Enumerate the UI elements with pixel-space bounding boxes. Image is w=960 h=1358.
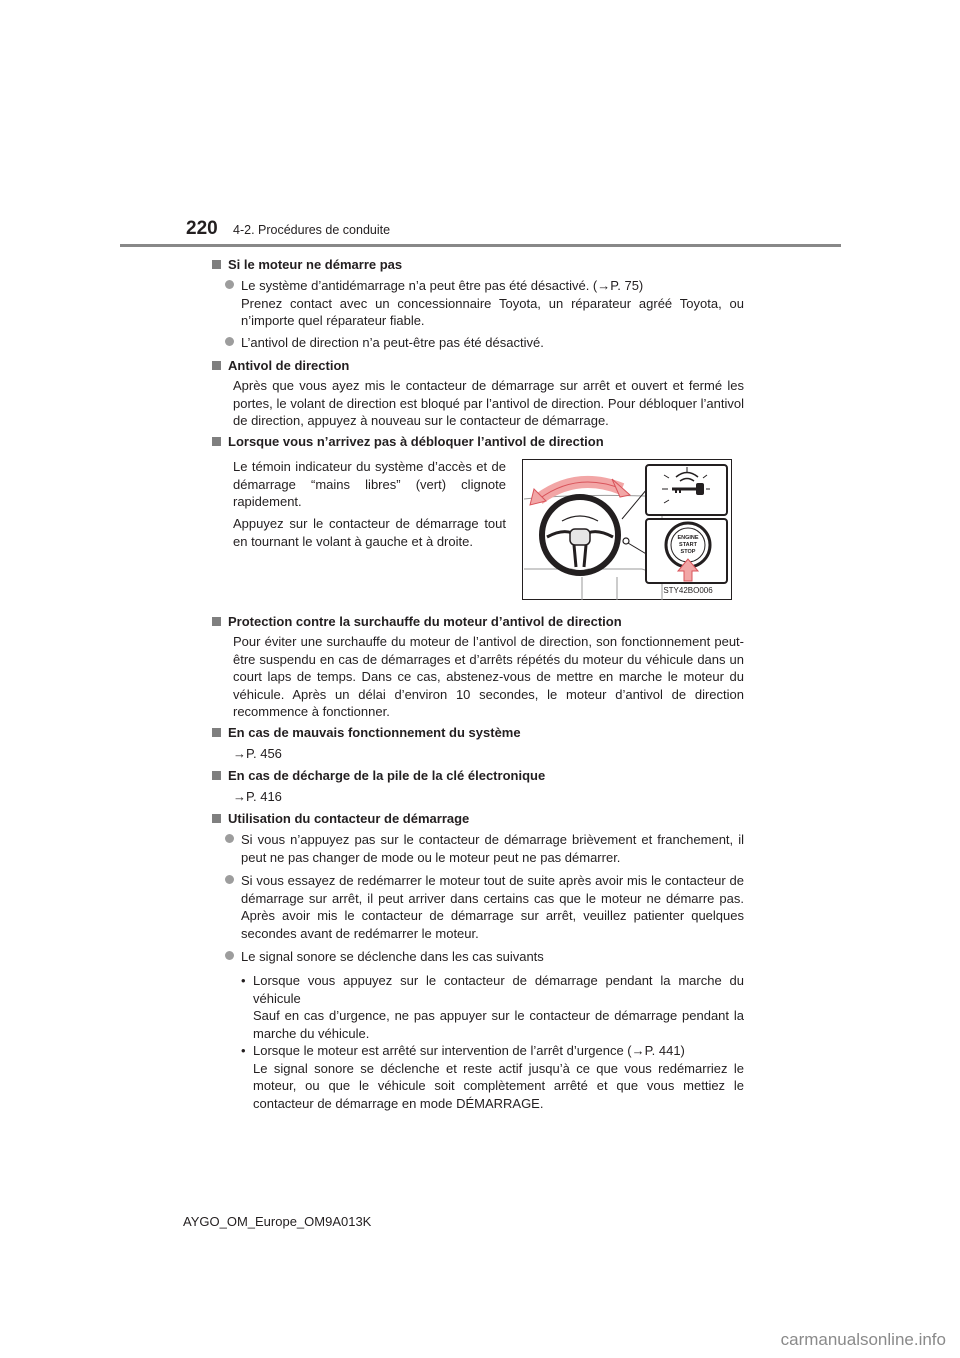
- bullet-immobilizer-line1: Le système d’antidémarrage n’a peut être pas été désactivé. (→P. 75): [241, 278, 644, 293]
- key-battery-page-ref: →P. 416: [233, 789, 282, 804]
- bullet-restart: [225, 872, 744, 942]
- section-title: 4-2. Procédures de conduite: [233, 223, 391, 237]
- heading-cannot-release-lock: Lorsque vous n’arrivez pas à débloquer l’antivol de direction: [212, 433, 604, 450]
- bullet-dot: [225, 875, 234, 884]
- bullet-immobilizer-line2: Prenez contact avec un concessionnaire Toyota, un réparateur agréé Toyota, ou n’importe quel réparateur fiable.: [241, 295, 744, 328]
- sub-item-emergency-stop-line2: Le signal sonore se déclenche et reste actif jusqu’à ce que vous redémarriez le moteur, ou que le véhicule soit complètement arrêté et que vous mettiez le contacteur de démarrage en mode DÉMARRAGE.: [253, 1060, 744, 1111]
- bullet-buzzer: [225, 948, 744, 966]
- footer-document-code: AYGO_OM_Europe_OM9A013K: [183, 1214, 372, 1229]
- page-number: 220: [186, 218, 218, 239]
- sub-item-marker: •: [241, 973, 246, 988]
- sub-item-emergency-stop-line1: Lorsque le moteur est arrêté sur intervention de l’arrêt d’urgence (→P. 441): [253, 1043, 685, 1058]
- steering-lock-body: Après que vous ayez mis le contacteur de démarrage sur arrêt et ouvert et fermé les portes, le volant de direction est bloqué par l’antivol de direction. Pour débloquer l’antivol de direction, appuyez à nouveau sur le contacteur de démarrage.: [233, 378, 744, 428]
- steering-lock-illustration: [522, 459, 732, 600]
- bullet-dot: [225, 337, 234, 346]
- sub-item-emergency-stop: [241, 1042, 744, 1112]
- heading-overheat-protection: Protection contre la surchauffe du moteur d’antivol de direction: [212, 613, 622, 630]
- press-while-turning-text: Appuyez sur le contacteur de démarrage tout en tournant le volant à gauche et à droite.: [233, 516, 506, 549]
- button-label-line3: STOP: [680, 549, 696, 555]
- bullet-restart-text: Si vous essayez de redémarrer le moteur tout de suite après avoir mis le contacteur de démarrage sur arrêt, il peut arriver dans certains cas que le moteur ne démarre pas. Après avoir mis le contacteur de démarrage sur arrêt, veuillez patienter quelques secondes avant de redémarrer le moteur.: [241, 873, 744, 941]
- heading-engine-not-starting: Si le moteur ne démarre pas: [212, 256, 402, 273]
- bullet-dot: [225, 280, 234, 289]
- malfunction-page-ref: →P. 456: [233, 746, 282, 761]
- bullet-dot: [225, 951, 234, 960]
- heading-start-switch-use: Utilisation du contacteur de démarrage: [212, 810, 469, 827]
- sub-item-driving: [241, 972, 744, 1042]
- bullet-immobilizer: [225, 277, 744, 330]
- overheat-protection-body: Pour éviter une surchauffe du moteur de l’antivol de direction, son fonctionnement peut-être suspendu en cas de démarrages et d’arrêts répétés du moteur du véhicule dans un court laps de temps. Dans ce cas, abstenez-vous de mettre en marche le moteur du véhicule. Après un délai d’environ 10 secondes, le moteur d’antivol de direction recommence à fonctionner.: [233, 634, 744, 719]
- sub-item-driving-line2: Sauf en cas d’urgence, ne pas appuyer sur le contacteur de démarrage pendant la marche du véhicule.: [253, 1008, 744, 1041]
- bullet-steering-lock-text: L’antivol de direction n’a peut-être pas été désactivé.: [241, 335, 544, 350]
- button-label-line2: START: [679, 542, 697, 548]
- figure-code: STY42BO006: [663, 586, 713, 595]
- header-rule: [120, 244, 841, 247]
- indicator-blinks-text: Le témoin indicateur du système d’accès et de démarrage “mains libres” (vert) clignote rapidement.: [233, 459, 506, 509]
- bullet-steering-lock: [225, 334, 744, 352]
- heading-steering-lock: Antivol de direction: [212, 357, 349, 374]
- heading-system-malfunction: En cas de mauvais fonctionnement du système: [212, 724, 521, 741]
- bullet-press-firmly: [225, 831, 744, 866]
- sub-item-marker: •: [241, 1043, 246, 1058]
- watermark: carmanualsonline.info: [780, 1330, 946, 1349]
- button-label-line1: ENGINE: [677, 535, 699, 541]
- bullet-buzzer-text: Le signal sonore se déclenche dans les cas suivants: [241, 949, 544, 964]
- heading-key-battery: En cas de décharge de la pile de la clé électronique: [212, 767, 545, 784]
- bullet-press-firmly-text: Si vous n’appuyez pas sur le contacteur de démarrage brièvement et franchement, il peut ne pas changer de mode ou le moteur peut ne pas démarrer.: [241, 832, 744, 865]
- bullet-dot: [225, 834, 234, 843]
- sub-item-driving-line1: Lorsque vous appuyez sur le contacteur de démarrage pendant la marche du véhicule: [253, 973, 744, 1006]
